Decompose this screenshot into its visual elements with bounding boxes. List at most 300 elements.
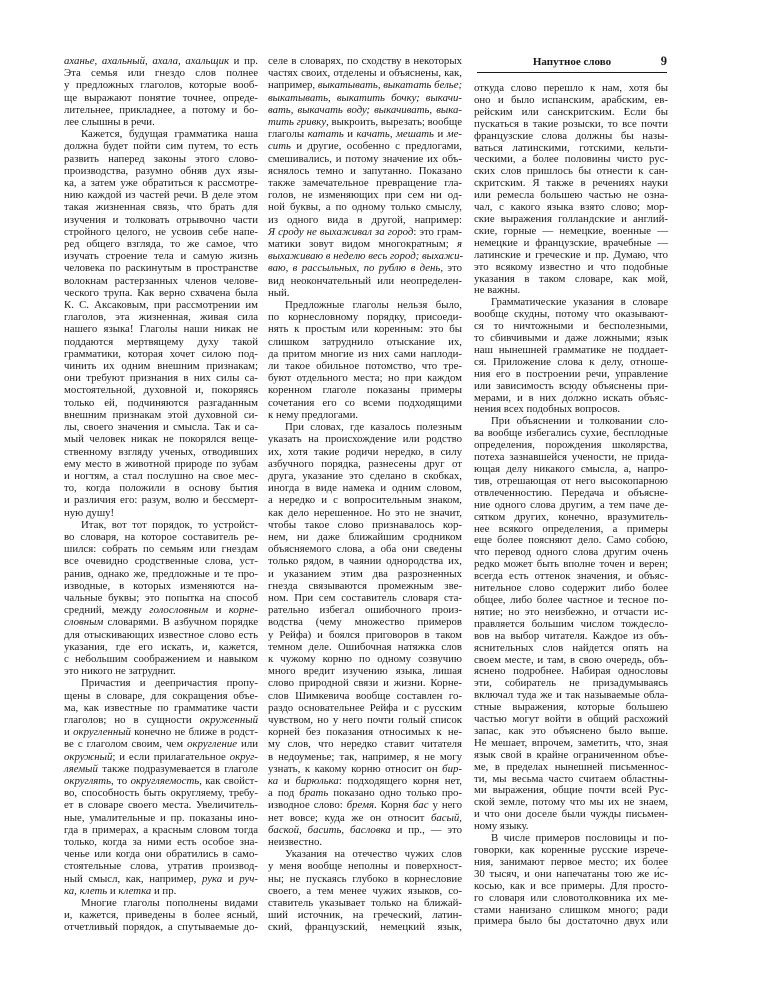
running-title: Напутное слово	[532, 56, 612, 68]
text-run: ния его в построении речи, управление	[474, 367, 668, 380]
text-line	[64, 55, 258, 67]
text-run: словарями. В азбучном порядке	[103, 616, 258, 629]
text-line	[64, 909, 258, 921]
text-line	[64, 604, 258, 616]
text-run: сятком других, конечно, вразумитель-	[474, 510, 668, 523]
text-run: скритским. Я также в речениях науки	[474, 177, 668, 190]
text-line	[268, 677, 462, 689]
text-line	[268, 751, 462, 763]
text-run: изводное слово:	[268, 799, 347, 812]
text-run: ной буквы, а по одному только смыслу,	[268, 201, 462, 214]
italic-term: ка, клеть	[64, 884, 108, 897]
text-run: еще более поясняют дело. Само собою,	[474, 534, 668, 547]
text-run: латинские и греческие и пр. Думаю, что	[474, 248, 668, 261]
text-run: ,	[389, 128, 397, 141]
text-line	[64, 287, 258, 299]
italic-term: корне-	[228, 604, 258, 617]
text-run: а нередко и с вопросительным знаком,	[268, 494, 462, 507]
text-line	[268, 165, 462, 177]
text-run: , это	[440, 262, 462, 275]
text-run: или зависимость всюду объяснены при-	[474, 379, 668, 392]
text-run: нительное слово содержит либо более	[474, 582, 668, 595]
text-run: селе в словарях, по сходству в некоторых	[268, 55, 462, 67]
text-run: своем месте, и там, в свою очередь, объ-	[474, 653, 668, 666]
text-line	[268, 690, 462, 702]
text-line	[64, 677, 258, 689]
text-run: чальные буквы; это попытка на способ	[64, 591, 258, 604]
text-line	[268, 397, 462, 409]
text-line	[268, 836, 462, 848]
text-line	[64, 238, 258, 250]
italic-term: катать	[307, 128, 344, 141]
italic-term: брать	[299, 787, 329, 800]
text-run: нее всякого определения, а примеры	[474, 522, 668, 535]
text-run: 30 тысяч, и они напечатаны тою же и́с-	[474, 867, 668, 880]
text-run: ный смысл, как, например,	[64, 872, 202, 885]
text-run: Эта семья или гнездо слов полнее	[64, 67, 258, 80]
text-run: смешивались, и потому значение их объ-	[268, 152, 462, 165]
text-run: ший источник, на греческий, латин-	[268, 909, 462, 922]
text-run: шился: собрать по семьям или гнездам	[64, 543, 258, 556]
text-run: из одного вида в другой, например:	[268, 213, 462, 226]
text-line	[64, 79, 258, 91]
italic-term: Я сроду не выхаживал за город	[268, 225, 414, 238]
text-run: изводные, в которых изменяются на-	[64, 579, 258, 592]
text-run: лее слышны в речи.	[64, 116, 155, 129]
text-run: указания в таком словаре, как мой,	[474, 272, 668, 285]
text-run: го словаря или словотолковника их ме-	[474, 891, 668, 904]
text-run: му слов, что нередко ставит читателя	[268, 738, 462, 751]
text-run: ченье или когда они обратились в само-	[64, 848, 258, 861]
text-run: рейским или санскритским. Если бы	[474, 105, 668, 118]
text-line	[268, 555, 462, 567]
text-line	[268, 531, 462, 543]
text-line	[64, 397, 258, 409]
text-line	[64, 372, 258, 384]
text-run: ческого трупа. Как верно схвачена была	[64, 286, 258, 299]
text-line	[64, 897, 258, 909]
text-line	[268, 299, 462, 311]
text-line	[64, 885, 258, 897]
text-line	[64, 165, 258, 177]
text-line	[268, 629, 462, 641]
text-run: изучать строение тела и самую жизнь	[64, 250, 258, 263]
text-run: к чужому корню по одному созвучию	[268, 652, 462, 665]
text-run: грамматики, которая хочет силою под-	[64, 347, 258, 360]
text-line	[64, 519, 258, 531]
text-run: вов на выбор читателя. Каждое из объ-	[474, 629, 668, 642]
text-run: объясняемого слова, а оба они сведены	[268, 543, 462, 556]
text-line	[64, 494, 258, 506]
text-line	[268, 592, 462, 604]
text-run: и, кажется, приведены в более ясный,	[64, 909, 258, 922]
text-run: к нему предлогами.	[268, 408, 359, 421]
text-line	[64, 336, 258, 348]
text-run: стройного целого, не усвоив себе напе-	[64, 225, 258, 238]
text-run: у предложных глаголов, которые вооб-	[64, 79, 258, 92]
text-run: лительнее, прикладнее, а потому и бо-	[64, 103, 258, 116]
italic-term: словным	[64, 616, 104, 629]
text-run: ской земле, потому что мы их не знаем,	[474, 796, 668, 809]
text-run: указать на происхождение или родство	[268, 433, 462, 446]
text-line	[268, 580, 462, 592]
italic-term: тить гривку	[268, 116, 327, 129]
text-run: . Корня	[373, 799, 413, 812]
text-run: яснено подробнее. Набирая однословы	[474, 665, 668, 678]
text-line	[64, 568, 258, 580]
text-column-3	[474, 83, 668, 928]
text-line	[268, 909, 462, 921]
text-run: и что они доселе были чужды письмен-	[474, 808, 668, 821]
text-run: ся. Приложение слова к делу, отноше-	[474, 355, 668, 368]
text-run: лы, своего значения и смысла. Так и са-	[64, 421, 258, 434]
text-run: ме, в пределах нынешней письменнос-	[474, 760, 668, 773]
text-run: то, когда положили в основу бытия	[64, 482, 258, 495]
text-line	[64, 812, 258, 824]
text-run: щены в словаре, для сокращения объе-	[64, 689, 258, 702]
italic-term: баской, басить, басловка	[268, 823, 391, 836]
text-line	[268, 409, 462, 421]
text-run: ны; не пускаясь глубоко в корнесловие	[268, 872, 462, 885]
text-run: Многие глаголы пополнены видами	[81, 897, 258, 910]
text-run: ваться латинскими, готскими, кельти-	[474, 141, 668, 154]
text-run: указания, где его искать, и, кажется,	[64, 640, 258, 653]
text-line	[64, 848, 258, 860]
text-line	[268, 824, 462, 836]
text-line	[268, 482, 462, 494]
text-line	[268, 433, 462, 445]
text-run: ли такое обильное потомство, что тре-	[268, 360, 462, 373]
text-line	[268, 421, 462, 433]
text-run: редко может быть вполне точен и верен;	[474, 558, 668, 571]
text-run: всегда есть оттенок значения, и объяс-	[474, 570, 668, 583]
text-run: волокнам растерзанных членов челове-	[64, 274, 258, 287]
text-run: ма, как известные по грамматике части	[64, 701, 258, 714]
text-line	[268, 79, 462, 91]
text-line	[268, 446, 462, 458]
text-run: нения всех подобных вопросов.	[474, 403, 621, 416]
italic-term: вать, выкачать воду; выкачивать, выка-	[268, 103, 462, 116]
italic-term: басый,	[430, 811, 462, 824]
text-run: то сбивчивыми и даже ложными; язык	[474, 332, 668, 345]
text-run: мерами, и в них до́лжно искать объяс-	[474, 391, 668, 404]
text-run: с небольшим соображением и навыком	[64, 652, 258, 665]
text-run: развить наперед законы этого слово-	[64, 152, 258, 165]
text-run: конечно не ближе в родст-	[130, 726, 258, 739]
text-run: также замечательное превращение гла-	[268, 177, 462, 190]
text-run: Указания на отечество чужих слов	[285, 848, 462, 861]
text-run: у него	[428, 799, 462, 812]
text-line	[268, 897, 462, 909]
text-run: и	[107, 884, 119, 897]
text-run: водства (чему множество примеров	[268, 616, 462, 629]
text-line	[268, 470, 462, 482]
text-run: например,	[268, 79, 318, 92]
italic-term: окруженный	[199, 713, 258, 726]
text-run: человека по раскинутым в пространстве	[64, 262, 258, 275]
text-line	[64, 824, 258, 836]
text-run: ему место в животной природе по зубам	[64, 457, 258, 470]
text-run: и указанием этим два разрозненных	[268, 567, 462, 580]
text-line	[268, 348, 462, 360]
text-run: что перевод одного слова другим очень	[474, 546, 668, 559]
text-line	[64, 921, 258, 933]
text-line	[268, 775, 462, 787]
text-line	[64, 873, 258, 885]
text-line	[268, 848, 462, 860]
text-run: мостоятельной, духовной и, покоряясь	[64, 384, 258, 397]
text-line	[64, 616, 258, 628]
text-column-1	[64, 55, 258, 934]
text-line	[64, 421, 258, 433]
italic-term: руч-	[239, 872, 258, 885]
text-run: друга, указание это сделано в скобках,	[268, 469, 462, 482]
italic-term: выхаживаю в неделю весь город; выхажи-	[268, 250, 464, 263]
text-run: или	[237, 738, 258, 751]
text-run: и	[433, 128, 447, 141]
text-run: нятие; но это неизбежно, и отчасти ис-	[474, 605, 668, 618]
text-line	[64, 201, 258, 213]
text-line	[268, 714, 462, 726]
text-run: своего, а тем менее чужих языков, со-	[268, 884, 462, 897]
text-run: ве с глаголом своим, чем	[64, 738, 188, 751]
text-line	[268, 250, 462, 262]
text-run: чал, с какого языка взято слово; мор-	[474, 201, 668, 214]
text-run: во, способность быть округляему, требу-	[64, 787, 258, 800]
text-line	[268, 287, 462, 299]
text-run: у меня вообще неполны и поверхност-	[268, 860, 462, 873]
text-line	[268, 336, 462, 348]
text-run: коренном глаголе показаны примеры	[268, 384, 462, 397]
text-run: не важны.	[474, 284, 521, 297]
text-run: Предложные глаголы нельзя было,	[285, 299, 462, 312]
text-run: средний, между	[64, 604, 150, 617]
text-run: и пр., — это	[390, 823, 462, 836]
text-line	[268, 275, 462, 287]
italic-term: ваю, в рассыльных, по рублю в день	[268, 262, 441, 275]
italic-term: выкатывать, выкатить бочку; выкачи-	[268, 91, 462, 104]
text-run: только, когда за ними есть особое зна-	[64, 836, 258, 848]
text-run: гда в примерах, а красным словом тогда	[64, 823, 258, 836]
italic-term: сить	[268, 140, 291, 153]
text-line	[268, 860, 462, 872]
text-line	[268, 653, 462, 665]
italic-term: округление	[187, 738, 238, 751]
text-line	[64, 470, 258, 482]
text-run: ном. При сем составитель словаря ста-	[268, 591, 462, 604]
text-line	[474, 916, 668, 928]
text-run: иногда в виде намека и одним словом,	[268, 482, 462, 495]
italic-term: окружный	[64, 750, 113, 763]
text-line	[64, 507, 258, 519]
text-run: гнезда связываются промежным зве-	[268, 579, 462, 592]
text-line	[64, 275, 258, 287]
text-line	[268, 921, 462, 933]
text-line	[268, 458, 462, 470]
text-line	[64, 836, 258, 848]
text-line	[64, 104, 258, 116]
text-line	[64, 384, 258, 396]
text-run: мый человек никак не покорялся веще-	[64, 433, 258, 446]
text-line	[268, 543, 462, 555]
text-run: оно и было испанским, арабским, ев-	[474, 93, 668, 106]
text-line	[64, 214, 258, 226]
text-line	[268, 226, 462, 238]
text-run: ский, французский, немецкий язык,	[268, 921, 462, 934]
text-run: стные выражения, которые большею	[474, 701, 668, 714]
text-run: чувством, но у него почти голый список	[268, 713, 462, 726]
text-run: ще выражают понятие точнее, опреде-	[64, 91, 258, 104]
text-run: наш нынешней грамматике не поддает-	[474, 343, 668, 356]
italic-term: рука	[201, 872, 223, 885]
text-run: ному языку.	[474, 820, 529, 833]
text-run: , выкроить, вырезать; вообще	[326, 116, 462, 129]
text-run: примера было бы достаточно двух или	[474, 915, 668, 928]
text-line	[64, 751, 258, 763]
text-run: сочетания его со всеми подходящими	[268, 396, 462, 409]
text-run: нем, ни даже ближайшим сродником	[268, 530, 462, 543]
text-run: и ногтям, а стал послушно на свое мес-	[64, 469, 258, 482]
text-line	[64, 690, 258, 702]
text-run: Кажется, будущая грамматика наша	[81, 128, 258, 141]
text-line	[64, 799, 258, 811]
text-line	[64, 128, 258, 140]
text-run: частях своих, отделены и объяснены, как,	[268, 67, 462, 80]
text-run: по корнесловному порядку, присоеди-	[268, 311, 462, 324]
text-run: поддаются мертвящему духу такой	[64, 335, 258, 348]
text-run: ющая делу никакого смысла, а, напро-	[474, 463, 668, 475]
text-line	[64, 775, 258, 787]
text-run: чтобы такое слово признавалось кор-	[268, 518, 462, 531]
text-line	[268, 787, 462, 799]
text-line	[64, 446, 258, 458]
text-line	[268, 201, 462, 213]
text-run: Причастия и деепричастия пропу-	[81, 677, 258, 690]
text-run: вид неокончательный или неопределен-	[268, 274, 462, 287]
text-run: глаголы	[268, 128, 308, 141]
text-run: только ей, подчиняются разгаданным	[64, 396, 258, 409]
text-run: или ремесла большею частью не озна-	[474, 189, 668, 202]
text-run: а под	[268, 787, 300, 800]
text-line	[64, 409, 258, 421]
text-line	[64, 177, 258, 189]
text-line	[64, 189, 258, 201]
text-run: запас, как это объяснено было выше.	[474, 724, 668, 737]
text-run: все очевидно сродственные слова, уст-	[64, 555, 258, 568]
text-line	[268, 616, 462, 628]
text-run: также подразумевается в глаголе	[97, 762, 258, 775]
text-line	[64, 433, 258, 445]
italic-term: аханье, ахальный, ахала, ахальщик	[64, 55, 230, 67]
text-run: производства, разумно обняв дух язы-	[64, 164, 258, 177]
text-line	[64, 787, 258, 799]
italic-term: округляемость	[130, 774, 200, 787]
text-run: : это грам-	[413, 225, 462, 238]
text-line	[268, 360, 462, 372]
text-line	[268, 262, 462, 274]
text-run: ственному взгляду ученых, отводивших	[64, 445, 258, 458]
text-run: ся то ничтожными и бесполезными,	[474, 320, 668, 333]
text-run: и	[208, 604, 229, 617]
text-run: эти, собиратель не призадумываясь	[474, 677, 668, 690]
text-run: только рядом, в чаянии однородства их,	[268, 555, 462, 568]
text-line	[64, 482, 258, 494]
text-run: и	[64, 726, 74, 739]
text-line	[64, 92, 258, 104]
text-line	[64, 653, 258, 665]
text-run: ти, мы весьма часто считаем областны-	[474, 772, 668, 785]
text-run: отчетливый порядок, а спутываемые до-	[64, 921, 258, 934]
text-line	[268, 372, 462, 384]
text-line	[64, 311, 258, 323]
text-run: нять к простым или коренным: это бы	[268, 323, 462, 336]
text-line	[268, 214, 462, 226]
text-line	[268, 323, 462, 335]
text-line	[64, 580, 258, 592]
text-line	[64, 702, 258, 714]
text-run: ва вообще избегались сухие, бесплодные	[474, 427, 668, 440]
text-line	[268, 177, 462, 189]
text-line	[268, 384, 462, 396]
text-run: это всякому известно и что подобные	[474, 260, 668, 273]
text-line	[64, 323, 258, 335]
text-line	[268, 799, 462, 811]
text-run: и	[222, 872, 240, 885]
italic-term: мешать	[396, 128, 434, 141]
running-head	[477, 54, 667, 70]
text-line	[64, 299, 258, 311]
text-run: слишком затруднило отыскание их,	[268, 335, 462, 348]
text-run: азбучного порядка, разнесены друг от	[268, 457, 462, 470]
text-line	[268, 568, 462, 580]
text-line	[268, 873, 462, 885]
text-run: При словах, где казалось полезным	[285, 421, 462, 434]
text-line	[268, 494, 462, 506]
italic-term: клетка	[118, 884, 152, 897]
text-line	[268, 702, 462, 714]
text-run: для отыскивающих известное слово есть	[64, 628, 258, 641]
text-line	[268, 153, 462, 165]
text-line	[268, 140, 462, 152]
text-line	[268, 641, 462, 653]
text-run: ные, умалительные и пр. показаны ино-	[64, 811, 258, 824]
text-run: слов Шимкевича вообще составлен го-	[268, 689, 462, 702]
text-line	[64, 714, 258, 726]
text-run: изучения и толковать отрывочно части	[64, 213, 258, 226]
text-line	[64, 262, 258, 274]
text-run: ские выражения голландские и англий-	[474, 212, 668, 225]
text-line	[64, 458, 258, 470]
text-line	[268, 238, 462, 250]
text-line	[268, 885, 462, 897]
text-run: ную душу!	[64, 506, 115, 519]
text-run: потеха зазнавшейся учености, не прида-	[474, 451, 668, 464]
text-run: глаголов, эта жизненная, живая сила	[64, 311, 258, 324]
italic-term: ме-	[446, 128, 462, 141]
text-line	[64, 531, 258, 543]
italic-term: я	[456, 238, 462, 251]
text-run: общее, либо более частное и тесное по-	[474, 593, 668, 606]
text-run: и различия его: разум, волю и бессмерт-	[64, 494, 258, 507]
text-run: рательно избегал ошибочного произ-	[268, 604, 462, 617]
text-run: Не мешает, впрочем, заметить, что, зная	[474, 736, 668, 749]
text-line	[64, 641, 258, 653]
text-run: показано одно только про-	[328, 787, 462, 800]
header-rule	[477, 72, 667, 73]
text-line	[268, 604, 462, 616]
text-run: глаголов; но в сущности	[64, 713, 200, 726]
text-line	[64, 67, 258, 79]
